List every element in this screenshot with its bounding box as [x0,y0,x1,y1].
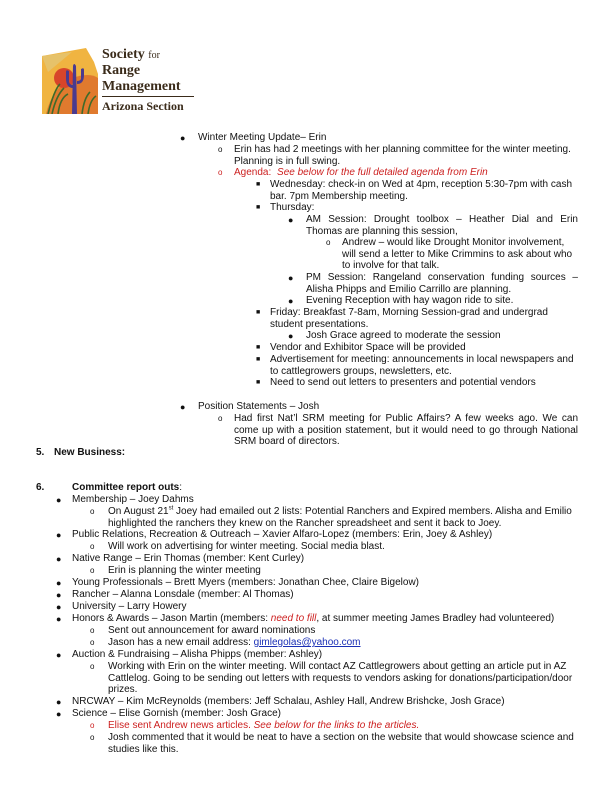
honors-note-email [108,637,361,649]
membership-item: Membership – Joey Dahms [72,494,194,505]
circle-bullet-icon: o [90,566,95,575]
vendor-item: Vendor and Exhibitor Space will be provided [270,342,466,353]
bullet-icon: ● [56,697,62,707]
bullet-icon: ● [56,602,62,612]
public-relations-note: Will work on advertising for winter meeting. Social media blast. [108,541,385,552]
circle-bullet-icon: o [90,638,95,647]
science-note-website: Josh commented that it would be neat to have a section on the website that would showcase science and studies like this. [108,732,574,755]
andrew-item: Andrew – would like Drought Monitor involvement, will send a letter to Mike Crimmins to ask about who to involve for that talk. [342,237,573,271]
thursday-item: Thursday: [270,202,315,213]
section-6-heading [72,482,182,494]
honors-awards-item [72,613,554,625]
logo-emblem [42,48,98,114]
rancher-item: Rancher – Alanna Lonsdale (member: Al Thomas) [72,589,294,600]
pm-session-item: PM Session: Rangeland conservation funding sources – Alisha Phipps and Emilio Carrillo are planning. [306,272,578,295]
bullet-icon: ● [56,590,62,600]
membership-note-rest: Joey had emailed out 2 lists: Potential Ranchers and Expired members. Alisha and Emilio highlighted the ranchers they knew on the Rancher spreadsheet and sent it back to Joey. [108,506,572,529]
logo-text-society: Society [102,47,145,62]
native-range-note: Erin is planning the winter meeting [108,565,261,576]
am-session-item: AM Session: Drought toolbox – Heather Dial and Erin Thomas are planning this session, [306,214,578,237]
friday-item: Friday: Breakfast 7-8am, Morning Session-grad and undergrad student presentations. [270,307,548,330]
logo-text-management: Management [102,79,181,94]
erin-meetings-note: Erin has had 2 meetings with her planning committee for the winter meeting. Planning is in full swing. [234,144,571,167]
section-6-number: 6. [36,482,45,493]
square-bullet-icon: ■ [256,379,261,386]
bullet-icon: ● [56,495,62,505]
bullet-icon: ● [288,331,294,341]
circle-bullet-icon: o [90,733,95,742]
bullet-icon: ● [56,650,62,660]
section-6-colon: : [179,482,183,493]
agenda-note: See below for the full detailed agenda from Erin [277,167,488,178]
membership-note-start: On August 21 [108,506,169,517]
membership-note [108,506,578,529]
circle-bullet-icon: o [90,662,95,671]
square-bullet-icon: ■ [256,309,261,316]
josh-grace-item: Josh Grace agreed to moderate the session [306,330,501,341]
science-note-articles [108,720,419,732]
circle-bullet-icon: o [218,414,223,423]
agenda-label: Agenda: [234,167,272,178]
circle-bullet-icon: o [218,145,223,154]
logo-divider [102,96,194,97]
circle-bullet-icon: o [90,721,95,730]
circle-bullet-icon: o [218,168,223,177]
honors-awards-rest: , at summer meeting James Bradley had volunteered) [316,613,555,624]
honors-email-label: Jason has a new email address: [108,637,254,648]
square-bullet-icon: ■ [256,356,261,363]
square-bullet-icon: ■ [256,181,261,188]
agenda-line [234,167,488,179]
bullet-icon: ● [180,133,186,143]
circle-bullet-icon: o [326,238,331,247]
logo-text-arizona-section: Arizona Section [102,99,184,113]
wednesday-item: Wednesday: check-in on Wed at 4pm, reception 5:30-7pm with cash bar. 7pm Membership meeting. [270,179,573,202]
auction-note: Working with Erin on the winter meeting. Will contact AZ Cattlegrowers about getting an article put in AZ Cattlelog. Going to be sending out letters with requests to vendors asking for donations/participation/door prizes. [108,661,573,695]
bullet-icon: ● [56,578,62,588]
position-detail: Had first Nat’l SRM meeting for Public Affairs? A few weeks ago. We can come up with a position statement, but it would need to go through National SRM board of directors. [234,413,578,447]
honors-need-to-fill: need to fill [270,613,317,624]
bullet-icon: ● [288,296,294,306]
evening-reception-item: Evening Reception with hay wagon ride to site. [306,295,514,306]
bullet-icon: ● [56,709,62,719]
university-item: University – Larry Howery [72,601,187,612]
section-5-title: New Business: [54,447,126,458]
letters-item: Need to send out letters to presenters and potential vendors [270,377,536,388]
winter-meeting-title: Winter Meeting Update– Erin [198,132,327,143]
science-note-articles-start: Elise sent Andrew news articles. [108,720,254,731]
position-statements-title: Position Statements – Josh [198,401,320,412]
section-6-title: Committee report outs [72,482,180,493]
bullet-icon: ● [288,273,294,283]
square-bullet-icon: ■ [256,204,261,211]
square-bullet-icon: ■ [256,344,261,351]
auction-item: Auction & Fundraising – Alisha Phipps (member: Ashley) [72,649,323,660]
science-item: Science – Elise Gornish (member: Josh Grace) [72,708,281,719]
bullet-icon: ● [56,614,62,624]
logo-text-for: for [148,50,160,61]
circle-bullet-icon: o [90,626,95,635]
advertisement-item: Advertisement for meeting: announcements in local newspapers and to cattlegrowers groups, newsletters, etc. [270,354,574,377]
bullet-icon: ● [56,530,62,540]
circle-bullet-icon: o [90,507,95,516]
srm-logo [42,46,194,116]
native-range-item: Native Range – Erin Thomas (member: Kent Curley) [72,553,305,564]
circle-bullet-icon: o [90,542,95,551]
section-5-number: 5. [36,447,45,458]
logo-text-range: Range [102,63,141,78]
honors-email-link[interactable]: gimlegolas@yahoo.com [253,637,361,648]
science-note-articles-link-note: See below for the links to the articles. [253,720,420,731]
honors-awards-start: Honors & Awards – Jason Martin (members: [72,613,271,624]
bullet-icon: ● [56,554,62,564]
public-relations-item: Public Relations, Recreation & Outreach – Xavier Alfaro-Lopez (members: Erin, Joey & Ashley) [72,529,493,540]
honors-note-announcement: Sent out announcement for award nominations [108,625,316,636]
nrcway-item: NRCWAY – Kim McReynolds (members: Jeff Schalau, Ashley Hall, Andrew Brishcke, Josh Grace) [72,696,505,707]
bullet-icon: ● [180,402,186,412]
bullet-icon: ● [288,215,294,225]
young-professionals-item: Young Professionals – Brett Myers (members: Jonathan Chee, Claire Bigelow) [72,577,420,588]
membership-note-sup: st [168,505,174,512]
